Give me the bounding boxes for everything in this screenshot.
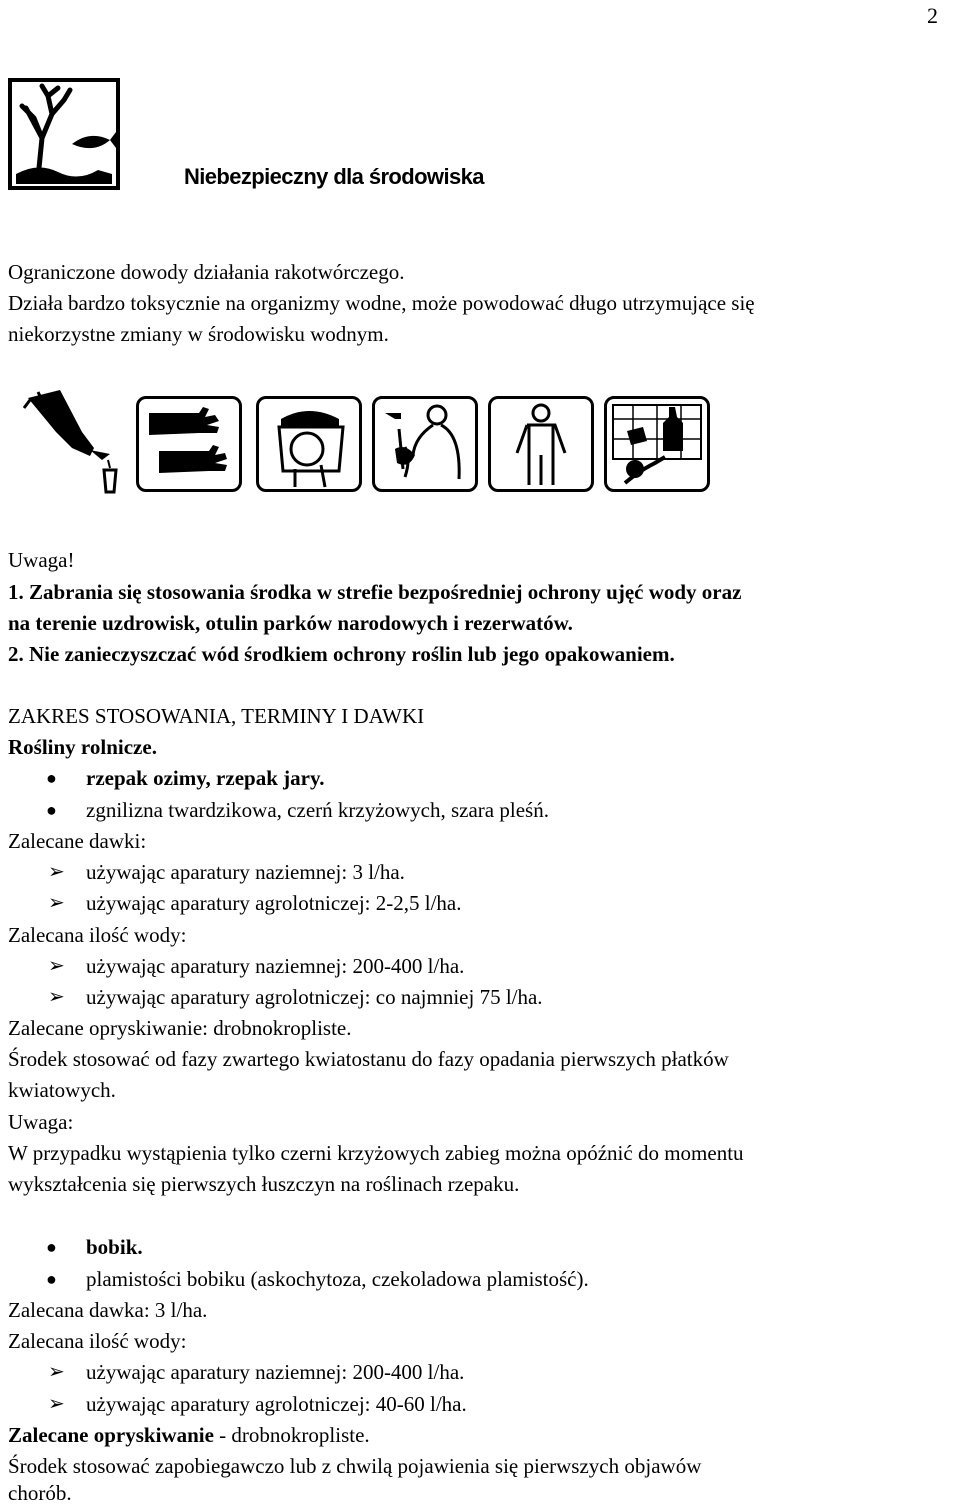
uwaga-line: 1. Zabrania się stosowania środka w strefie bezpośredniej ochrony ujęć wody oraz <box>8 580 742 604</box>
keep-from-children-icon <box>604 396 710 492</box>
pour-pictogram-icon <box>20 388 130 496</box>
water-item: używając aparatury agrolotniczej: co najmniej 75 l/ha. <box>86 985 543 1009</box>
dose-value: : 3 l/ha. <box>143 1298 208 1322</box>
water-item: używając aparatury agrolotniczej: 40-60 l/ha. <box>86 1392 467 1416</box>
bullet-icon: ● <box>46 800 57 820</box>
page-number: 2 <box>927 3 938 28</box>
arrow-bullet-icon: ➢ <box>48 1393 65 1415</box>
plants-heading: Rośliny rolnicze. <box>8 735 157 759</box>
spray-label: Zalecane opryskiwanie <box>8 1016 203 1040</box>
spray-value: : drobnokropliste. <box>202 1016 352 1040</box>
water-item: używając aparatury naziemnej: 200-400 l/ha. <box>86 1360 465 1384</box>
diseases-rzepak: zgnilizna twardzikowa, czerń krzyżowych, szara pleśń. <box>86 798 549 822</box>
spray-label: Zalecane opryskiwanie <box>8 1423 214 1447</box>
section-title: ZAKRES STOSOWANIA, TERMINY I DAWKI <box>8 704 425 728</box>
water-heading: Zalecana ilość wody: <box>8 923 187 947</box>
arrow-bullet-icon: ➢ <box>48 955 65 977</box>
face-shield-icon <box>256 396 362 492</box>
timing-line: Środek stosować od fazy zwartego kwiatostanu do fazy opadania pierwszych płatków <box>8 1047 729 1071</box>
water-item: używając aparatury naziemnej: 200-400 l/ha. <box>86 954 465 978</box>
dose-item: używając aparatury agrolotniczej: 2-2,5 l/ha. <box>86 891 462 915</box>
bullet-icon: ● <box>46 768 57 788</box>
dose-line <box>8 1295 958 1326</box>
dose-item: używając aparatury naziemnej: 3 l/ha. <box>86 860 405 884</box>
arrow-bullet-icon: ➢ <box>48 861 65 883</box>
uwaga-line: na terenie uzdrowisk, otulin parków narodowych i rezerwatów. <box>8 611 573 635</box>
timing-line: kwiatowych. <box>8 1078 116 1102</box>
dose-label: Zalecana dawka <box>8 1298 144 1322</box>
arrow-bullet-icon: ➢ <box>48 1361 65 1383</box>
timing-line: Środek stosować zapobiegawczo lub z chwilą pojawienia się pierwszych objawów <box>8 1454 702 1478</box>
warning-line: niekorzystne zmiany w środowisku wodnym. <box>8 322 389 346</box>
spray-value: - drobnokropliste. <box>213 1423 370 1447</box>
bullet-icon: ● <box>46 1237 57 1257</box>
crop-bobik: bobik. <box>86 1235 143 1259</box>
protective-suit-icon <box>488 396 594 492</box>
warning-line: Ograniczone dowody działania rakotwórczego. <box>8 260 405 284</box>
hazard-label: Niebezpieczny dla środowiska <box>184 164 484 189</box>
diseases-bobik: plamistości bobiku (askochytoza, czekoladowa plamistość). <box>86 1267 589 1291</box>
bullet-icon: ● <box>46 1269 57 1289</box>
timing-line: chorób. <box>8 1481 72 1505</box>
environment-hazard-icon <box>8 78 120 190</box>
note-line: W przypadku wystąpienia tylko czerni krzyżowych zabieg można opóźnić do momentu <box>8 1141 744 1165</box>
uwaga-title: Uwaga! <box>8 548 75 572</box>
warning-line: Działa bardzo toksycznie na organizmy wodne, może powodować długo utrzymujące się <box>8 291 755 315</box>
note-line: wykształcenia się pierwszych łuszczyn na roślinach rzepaku. <box>8 1172 520 1196</box>
spray-line <box>8 1420 958 1451</box>
spray-line <box>8 1013 958 1044</box>
note-heading: Uwaga: <box>8 1110 74 1134</box>
wash-hands-icon <box>372 396 478 492</box>
gloves-icon <box>136 396 242 492</box>
ppe-pictogram-row <box>20 388 720 500</box>
dose-heading: Zalecane dawki: <box>8 829 147 853</box>
arrow-bullet-icon: ➢ <box>48 986 65 1008</box>
arrow-bullet-icon: ➢ <box>48 892 65 914</box>
crop-rzepak: rzepak ozimy, rzepak jary. <box>86 766 325 790</box>
uwaga-line: 2. Nie zanieczyszczać wód środkiem ochrony roślin lub jego opakowaniem. <box>8 642 675 666</box>
water-heading: Zalecana ilość wody: <box>8 1329 187 1353</box>
